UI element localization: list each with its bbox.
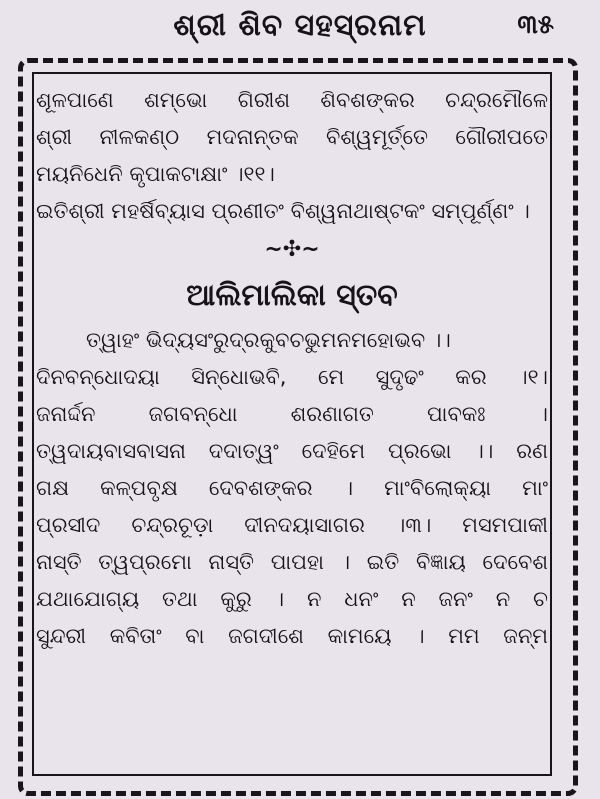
text-line: ଜନାର୍ଦ୍ଦନ ଜଗବନ୍ଧୋ ଶରଣାଗତ ପାବକଃ । <box>36 402 548 426</box>
text-line: ଗକ୍ଷ କଳ୍ପବୃକ୍ଷ ଦେବଶଙ୍କର । ମାଂବିଲୋକ୍ୟା ମାଂ <box>36 476 548 500</box>
text-line: ଶ୍ରୀ ନୀଳକଣ୍ଠ ମଦନାନ୍ତକ ବିଶ୍ୱମୂର୍ତ୍ତେ ଗୌରୀପତେ <box>36 125 548 149</box>
text-line: ମୟନିଧେନି କୃପାକଟାକ୍ଷାଂ ।୧୧। <box>36 162 275 186</box>
page-title: ଶ୍ରୀ ଶିବ ସହସ୍ରନାମ <box>173 8 427 43</box>
page-header <box>0 0 600 56</box>
page-number: ୩୫ <box>517 10 554 40</box>
text-body <box>36 82 548 655</box>
text-line: ନାସ୍ତି ତ୍ୱପ୍ରମୋ ନାସ୍ତି ପାପହା । ଇତି ବିଜ୍ଞାୟ ଦେବେଶ <box>36 550 548 574</box>
text-line: ସୁନ୍ଦରୀ କବିତାଂ ବା ଜଗଦୀଶେ କାମୟେ । ମମ ଜନ୍ମ <box>36 624 548 648</box>
text-line: ଯଥାଯୋଗ୍ୟ ତଥା କୁରୁ । ନ ଧନଂ ନ ଜନଂ ନ ଚ <box>36 587 548 611</box>
text-line: ତ୍ୱଦାୟବାସବାସନା ଦଦାତ୍ୱଂ ଦେହିମେ ପ୍ରଭୋ ।। ରଣ <box>36 439 548 463</box>
section-heading: ଆଲିମାଲିକା ସ୍ତବ <box>186 278 398 313</box>
section-divider: ~✣~ <box>264 237 320 262</box>
text-line: ଇତିଶ୍ରୀ ମହର୍ଷିବ୍ୟାସ ପ୍ରଣୀତଂ ବିଶ୍ୱନାଥାଷ୍ଟକଂ ସମ୍ପୂର୍ଣ୍ଣଂ । <box>36 199 530 223</box>
text-line: ଦିନବନ୍ଧୋଦୟା ସିନ୍ଧୋଭବି, ମେ ସୁଦୃଢଂ କର ।୧। <box>36 365 548 389</box>
text-line: ତ୍ୱାହଂ ଭିଦ୍ୟସଂରୁଦ୍ରକୁବଚଭୁମନମହୋଭବ ।। <box>86 328 451 352</box>
text-line: ପ୍ରସୀଦ ଚନ୍ଦ୍ରଚୂଡ଼ା ଦୀନଦୟାସାଗର ।୩। ମସମପାକୀ <box>36 513 548 537</box>
text-line: ଶୂଳପାଣେ ଶମ୍ଭୋ ଗିରୀଶ ଶିବଶଙ୍କର ଚନ୍ଦ୍ରମୌଳେ <box>36 88 548 112</box>
